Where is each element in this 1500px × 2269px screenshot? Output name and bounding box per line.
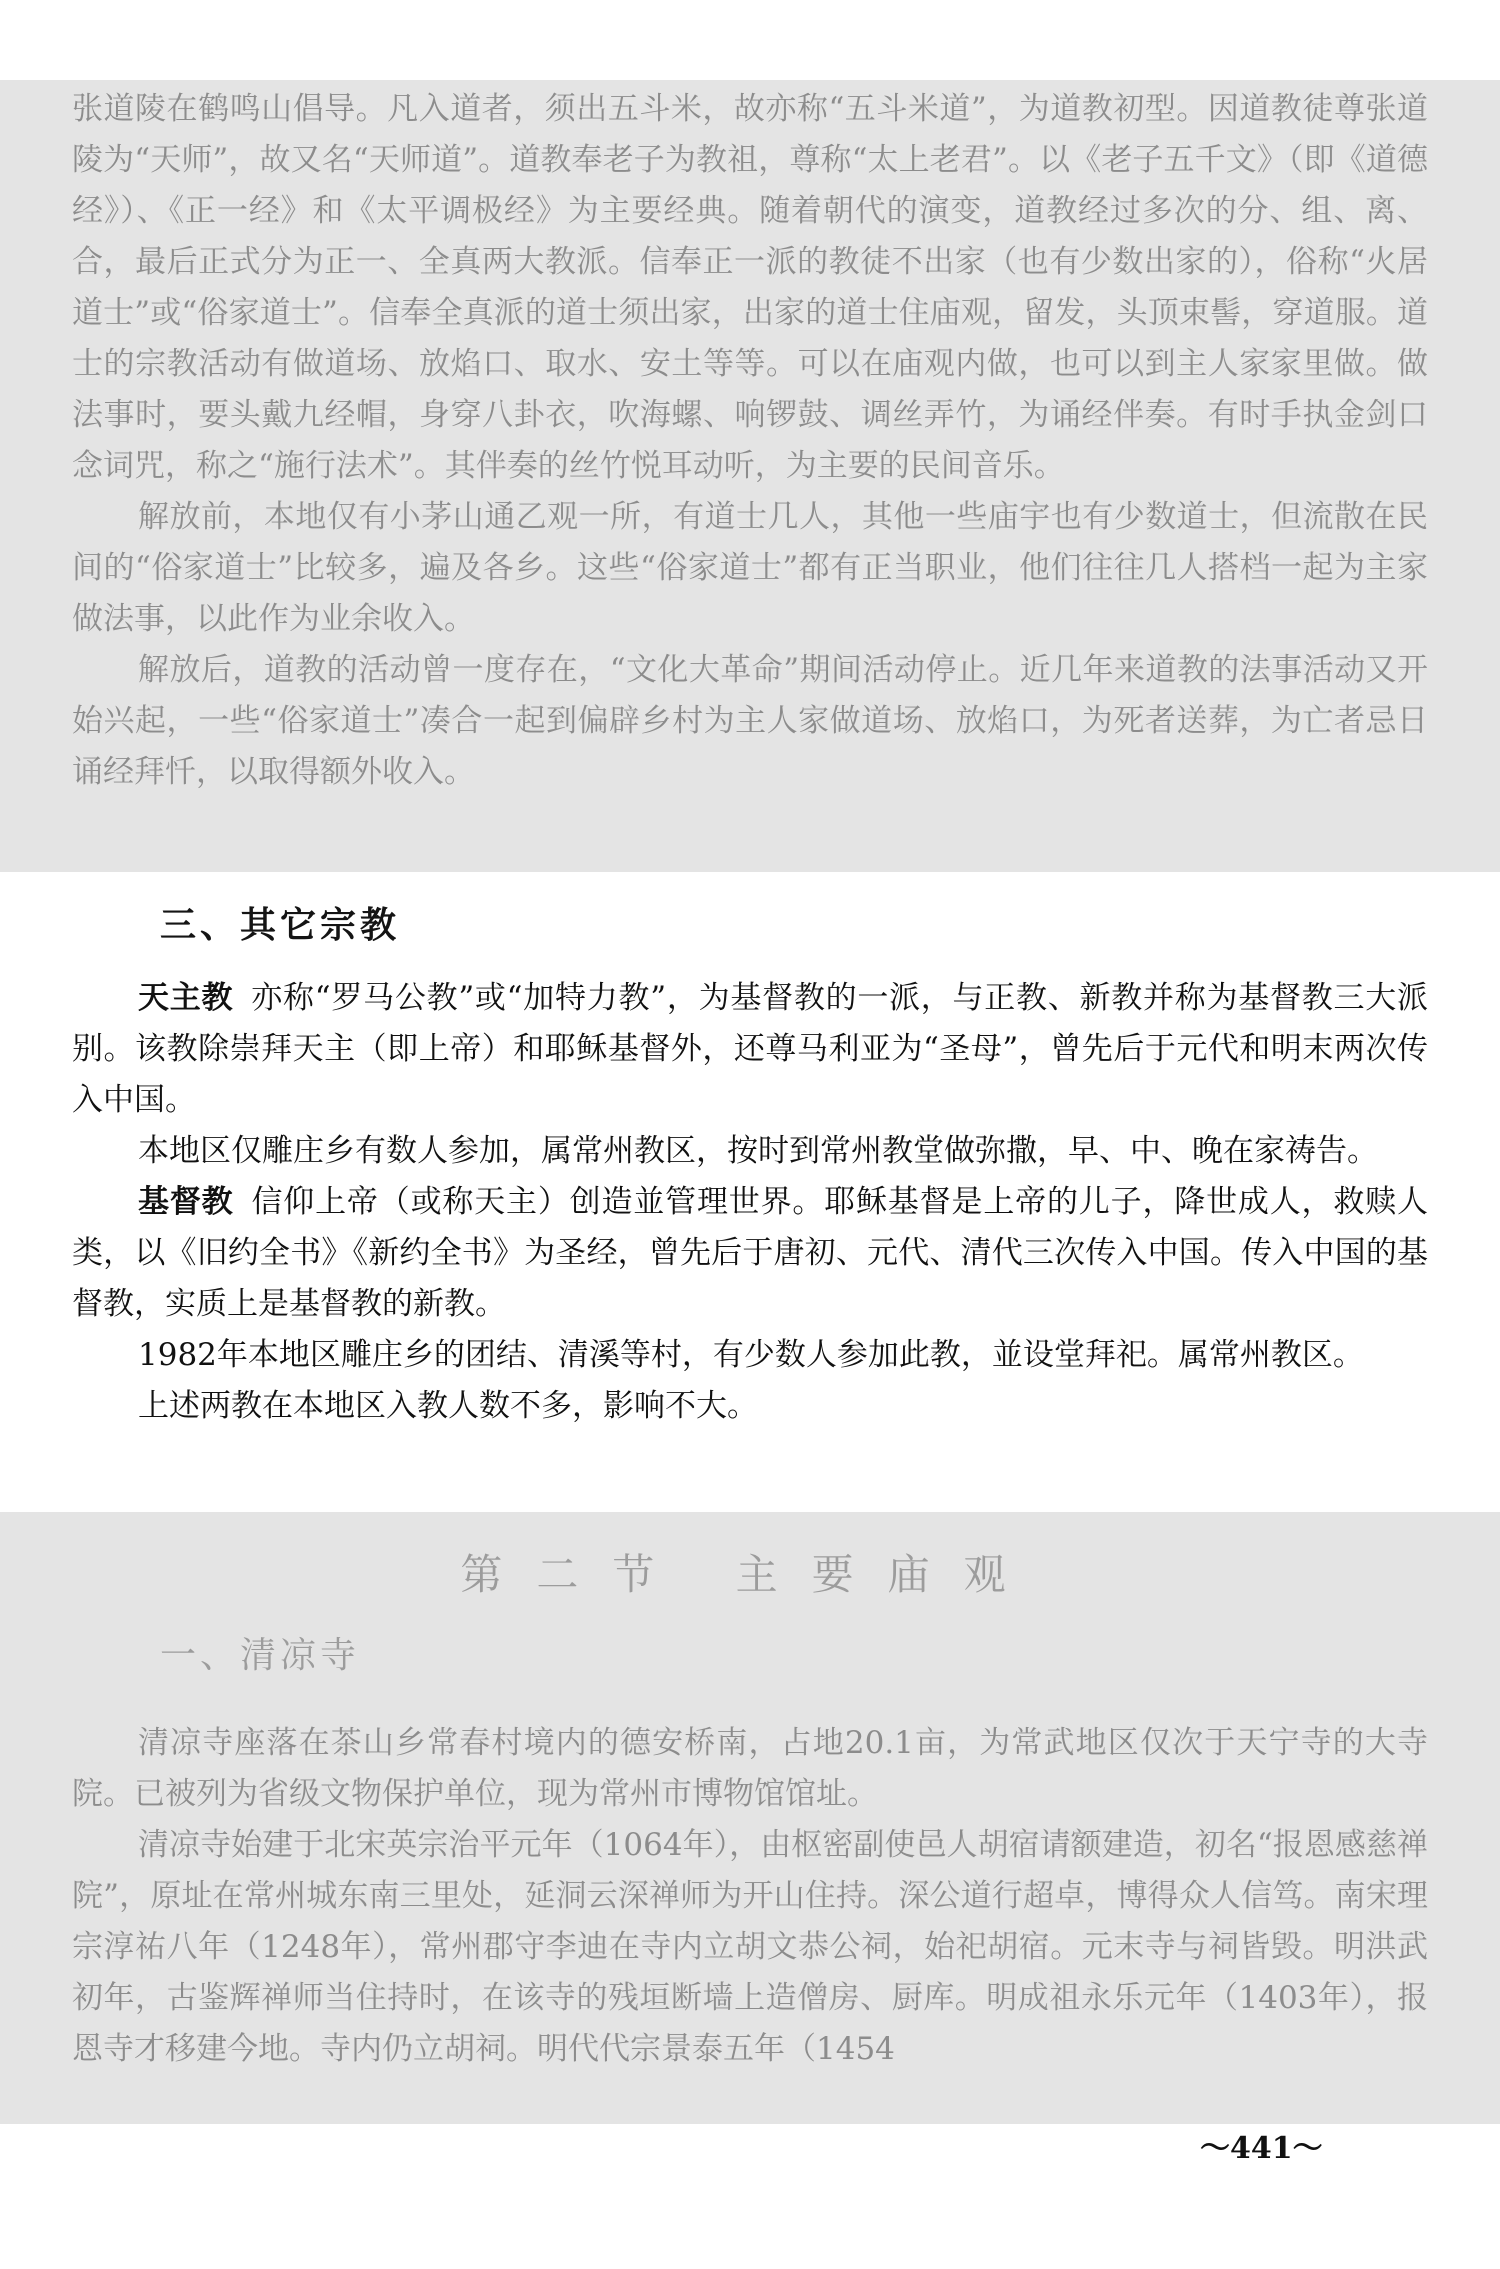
temple-paragraph-2: 清凉寺始建于北宋英宗治平元年（1064年），由枢密副使邑人胡宿请额建造，初名“报恩感慈禅院”，原址在常州城东南三里处，延洞云深禅师为开山住持。深公道行超卓，博得众人信笃。南宋理宗淳祐八年（1248年），常州郡守李迪在寺内立胡文恭公祠，始祀胡宿。元末寺与祠皆毁。明洪武初年，古鉴辉禅师当住持时，在该寺的残垣断墙上造僧房、厨库。明成祖永乐元年（1403年），报恩寺才移建今地。寺内仍立胡祠。明代代宗景泰五年（1454 <box>72 1827 1428 2067</box>
chapter-title: 第二节 主要庙观 <box>460 1550 1040 1599</box>
christian-local-paragraph: 1982年本地区雕庄乡的团结、清溪等村，有少数人参加此教，並设堂拜祀。属常州教区。 <box>138 1337 1364 1373</box>
section-heading: 三、其它宗教 <box>160 904 401 946</box>
other-religions-section <box>0 895 1500 1432</box>
temple-subheading: 一、清凉寺 <box>160 1635 361 1676</box>
catholic-local-paragraph: 本地区仅雕庄乡有数人参加，属常州教区，按时到常州教堂做弥撒，早、中、晚在家祷告。 <box>138 1133 1378 1169</box>
catholic-paragraph <box>0 973 1500 1126</box>
summary-paragraph: 上述两教在本地区入教人数不多，影响不大。 <box>138 1388 758 1424</box>
taoism-continued-section <box>0 84 1500 798</box>
taoism-paragraph-3: 解放后，道教的活动曾一度存在，“文化大革命”期间活动停止。近几年来道教的法事活动又开始兴起，一些“俗家道士”凑合一起到偏辟乡村为主人家做道场、放焰口，为死者送葬，为亡者忌日诵经拜忏，以取得额外收入。 <box>72 652 1428 790</box>
catholic-text: 亦称“罗马公教”或“加特力教”，为基督教的一派，与正教、新教并称为基督教三大派别。该教除崇拜天主（即上帝）和耶稣基督外，还尊马利亚为“圣母”，曾先后于元代和明末两次传入中国。 <box>72 980 1429 1118</box>
christian-text: 信仰上帝（或称天主）创造並管理世界。耶稣基督是上帝的儿子，降世成人，救赎人类，以《旧约全书》《新约全书》为圣经，曾先后于唐初、元代、清代三次传入中国。传入中国的基督教，实质上是基督教的新教。 <box>72 1184 1429 1322</box>
christian-term: 基督教 <box>138 1184 234 1220</box>
catholic-term: 天主教 <box>138 980 234 1016</box>
taoism-paragraph-1: 张道陵在鹤鸣山倡导。凡入道者，须出五斗米，故亦称“五斗米道”，为道教初型。因道教徒尊张道陵为“天师”，故又名“天师道”。道教奉老子为教祖，尊称“太上老君”。以《老子五千文》（即《道德经》）、《正一经》和《太平调极经》为主要经典。随着朝代的演变，道教经过多次的分、组、离、合，最后正式分为正一、全真两大教派。信奉正一派的教徒不出家（也有少数出家的），俗称“火居道士”或“俗家道士”。信奉全真派的道士须出家，出家的道士住庙观，留发，头顶束髻，穿道服。道士的宗教活动有做道场、放焰口、取水、安土等等。可以在庙观内做，也可以到主人家家里做。做法事时，要头戴九经帽，身穿八卦衣，吹海螺、响锣鼓、调丝弄竹，为诵经伴奏。有时手执金剑口念词咒，称之“施行法术”。其伴奏的丝竹悦耳动听，为主要的民间音乐。 <box>72 91 1428 484</box>
page-number: ～441～ <box>1200 2131 1323 2166</box>
taoism-paragraph-2: 解放前，本地仅有小茅山通乙观一所，有道士几人，其他一些庙宇也有少数道士，但流散在民间的“俗家道士”比较多，遍及各乡。这些“俗家道士”都有正当职业，他们往往几人搭档一起为主家做法事，以此作为业余收入。 <box>72 499 1428 637</box>
temple-paragraph-1: 清凉寺座落在茶山乡常春村境内的德安桥南，占地20.1亩，为常武地区仅次于天宁寺的大寺院。已被列为省级文物保护单位，现为常州市博物馆馆址。 <box>72 1725 1428 1812</box>
main-temples-section <box>0 1530 1500 2075</box>
christian-paragraph <box>0 1177 1500 1330</box>
